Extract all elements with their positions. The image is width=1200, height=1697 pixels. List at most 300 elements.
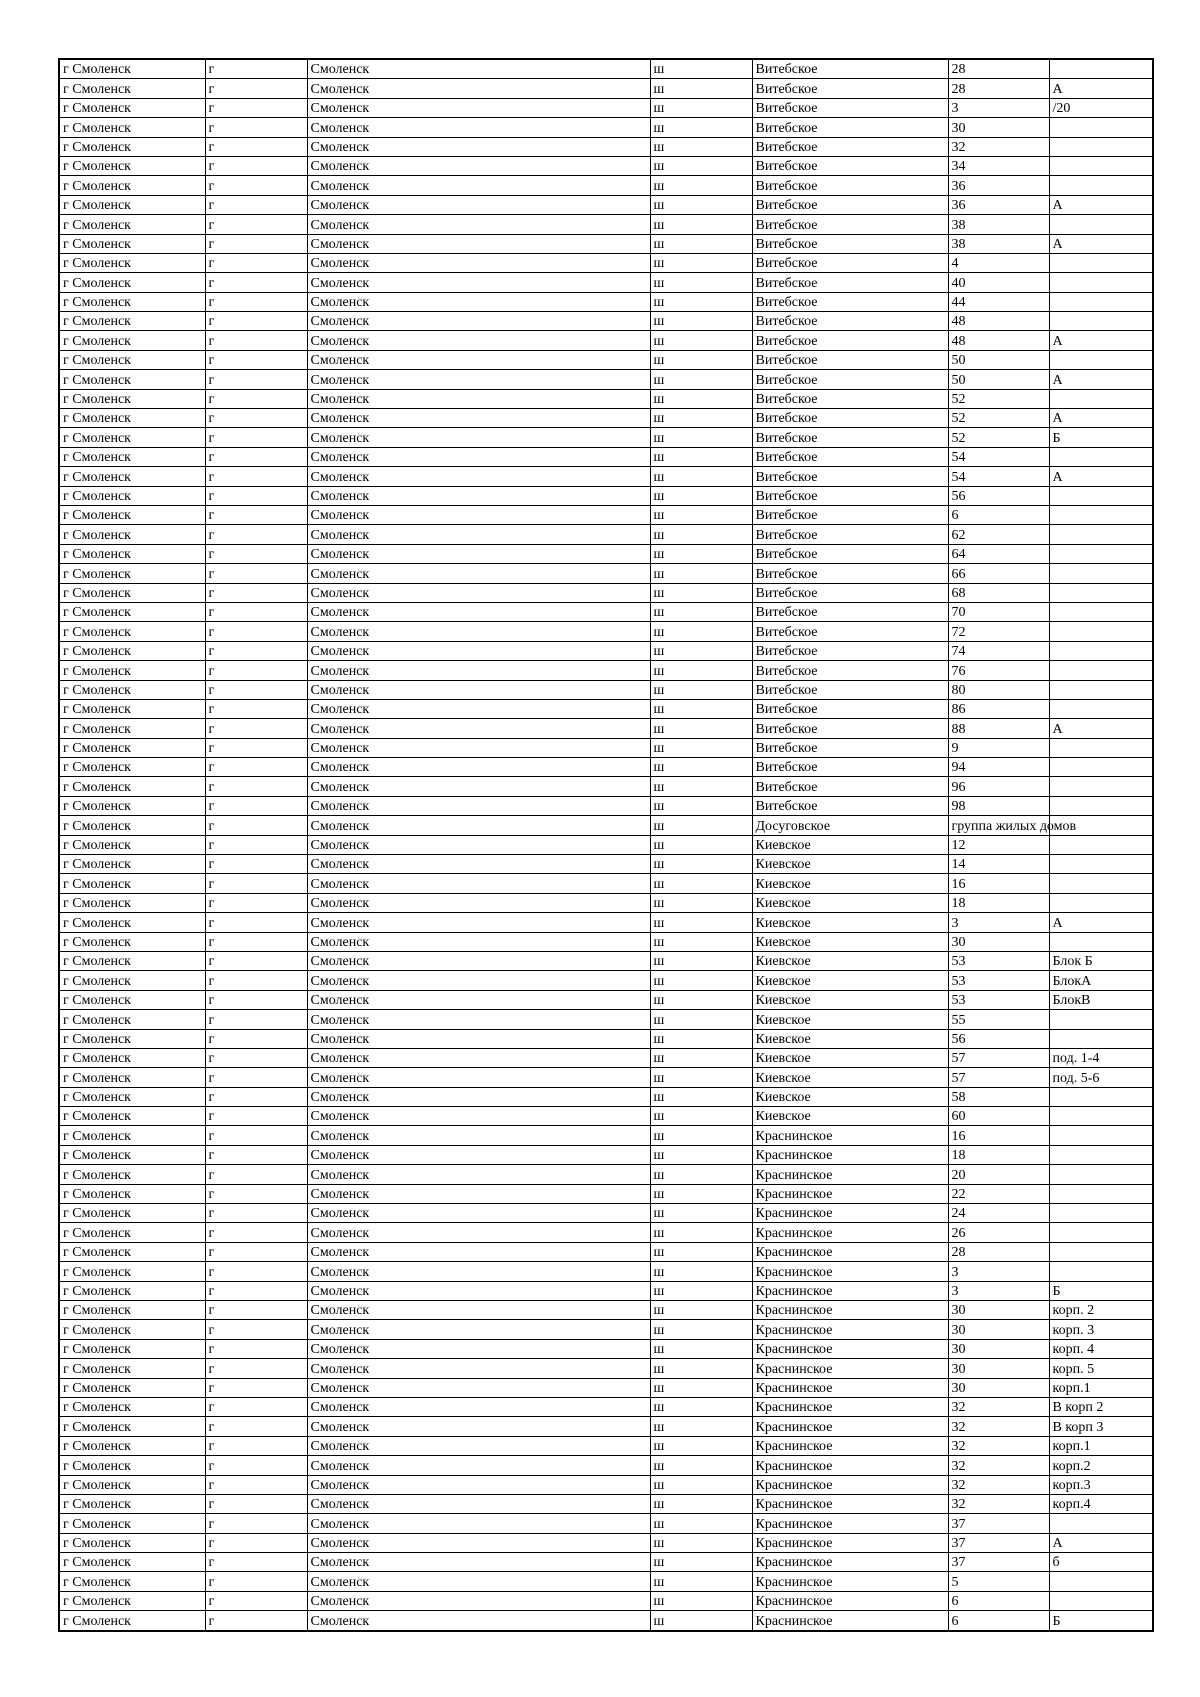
table-row	[59, 990, 1153, 1009]
building-cell: Блок Б	[1049, 951, 1153, 970]
locality-type-cell: г	[205, 1262, 307, 1281]
street-type-cell: ш	[650, 951, 752, 970]
street-type-cell: ш	[650, 1378, 752, 1397]
locality-type-cell: г	[205, 835, 307, 854]
street-cell: Витебское	[752, 137, 948, 156]
table-row	[59, 1301, 1153, 1320]
house-cell: 28	[948, 59, 1049, 79]
house-cell: 32	[948, 1397, 1049, 1416]
street-cell: Витебское	[752, 331, 948, 350]
region-cell: г Смоленск	[59, 855, 205, 874]
locality-cell: Смоленск	[307, 195, 650, 214]
region-cell: г Смоленск	[59, 1436, 205, 1455]
street-type-cell: ш	[650, 738, 752, 757]
table-row	[59, 79, 1153, 98]
locality-type-cell: г	[205, 1572, 307, 1591]
street-type-cell: ш	[650, 215, 752, 234]
street-cell: Витебское	[752, 758, 948, 777]
street-type-cell: ш	[650, 661, 752, 680]
locality-type-cell: г	[205, 777, 307, 796]
building-cell	[1049, 292, 1153, 311]
house-cell: 55	[948, 1010, 1049, 1029]
building-cell: А	[1049, 195, 1153, 214]
locality-cell: Смоленск	[307, 913, 650, 932]
street-type-cell: ш	[650, 758, 752, 777]
street-cell: Краснинское	[752, 1397, 948, 1416]
locality-cell: Смоленск	[307, 1514, 650, 1533]
street-cell: Краснинское	[752, 1223, 948, 1242]
street-cell: Краснинское	[752, 1126, 948, 1145]
locality-cell: Смоленск	[307, 1320, 650, 1339]
locality-type-cell: г	[205, 1533, 307, 1552]
locality-cell: Смоленск	[307, 1397, 650, 1416]
building-cell	[1049, 1010, 1153, 1029]
region-cell: г Смоленск	[59, 602, 205, 621]
locality-cell: Смоленск	[307, 79, 650, 98]
building-cell	[1049, 350, 1153, 369]
locality-type-cell: г	[205, 1611, 307, 1631]
street-cell: Витебское	[752, 389, 948, 408]
house-cell: 30	[948, 1339, 1049, 1358]
region-cell: г Смоленск	[59, 1281, 205, 1300]
locality-cell: Смоленск	[307, 1475, 650, 1494]
street-cell: Киевское	[752, 1107, 948, 1126]
house-cell: 54	[948, 447, 1049, 466]
table-row	[59, 1223, 1153, 1242]
table-row	[59, 1048, 1153, 1067]
house-cell: 38	[948, 215, 1049, 234]
building-cell	[1049, 1242, 1153, 1261]
region-cell: г Смоленск	[59, 1572, 205, 1591]
locality-cell: Смоленск	[307, 1262, 650, 1281]
street-cell: Витебское	[752, 680, 948, 699]
building-cell	[1049, 1591, 1153, 1610]
street-cell: Витебское	[752, 292, 948, 311]
house-cell: 30	[948, 932, 1049, 951]
street-type-cell: ш	[650, 1262, 752, 1281]
locality-cell: Смоленск	[307, 505, 650, 524]
region-cell: г Смоленск	[59, 661, 205, 680]
street-type-cell: ш	[650, 544, 752, 563]
locality-type-cell: г	[205, 1475, 307, 1494]
locality-cell: Смоленск	[307, 234, 650, 253]
street-cell: Витебское	[752, 544, 948, 563]
locality-type-cell: г	[205, 137, 307, 156]
locality-cell: Смоленск	[307, 680, 650, 699]
table-row	[59, 893, 1153, 912]
region-cell: г Смоленск	[59, 1320, 205, 1339]
locality-cell: Смоленск	[307, 176, 650, 195]
locality-cell: Смоленск	[307, 1048, 650, 1067]
region-cell: г Смоленск	[59, 59, 205, 79]
street-cell: Киевское	[752, 855, 948, 874]
building-cell	[1049, 389, 1153, 408]
locality-type-cell: г	[205, 738, 307, 757]
table-row	[59, 1514, 1153, 1533]
locality-cell: Смоленск	[307, 350, 650, 369]
locality-cell: Смоленск	[307, 273, 650, 292]
locality-cell: Смоленск	[307, 622, 650, 641]
street-cell: Краснинское	[752, 1611, 948, 1631]
locality-type-cell: г	[205, 1087, 307, 1106]
building-cell: А	[1049, 409, 1153, 428]
house-cell: 6	[948, 505, 1049, 524]
building-cell	[1049, 1029, 1153, 1048]
locality-type-cell: г	[205, 505, 307, 524]
table-row	[59, 1494, 1153, 1513]
building-cell: корп.3	[1049, 1475, 1153, 1494]
house-cell: 16	[948, 874, 1049, 893]
region-cell: г Смоленск	[59, 350, 205, 369]
locality-cell: Смоленск	[307, 118, 650, 137]
table-row	[59, 1262, 1153, 1281]
street-type-cell: ш	[650, 602, 752, 621]
locality-type-cell: г	[205, 1378, 307, 1397]
building-cell	[1049, 893, 1153, 912]
locality-cell: Смоленск	[307, 1204, 650, 1223]
house-cell: 30	[948, 1378, 1049, 1397]
locality-type-cell: г	[205, 1029, 307, 1048]
street-cell: Краснинское	[752, 1145, 948, 1164]
locality-type-cell: г	[205, 370, 307, 389]
locality-type-cell: г	[205, 1184, 307, 1203]
locality-type-cell: г	[205, 1048, 307, 1067]
street-cell: Витебское	[752, 796, 948, 815]
locality-cell: Смоленск	[307, 758, 650, 777]
house-cell: 32	[948, 137, 1049, 156]
region-cell: г Смоленск	[59, 1087, 205, 1106]
house-cell: 44	[948, 292, 1049, 311]
street-type-cell: ш	[650, 1107, 752, 1126]
region-cell: г Смоленск	[59, 777, 205, 796]
locality-cell: Смоленск	[307, 1223, 650, 1242]
street-type-cell: ш	[650, 176, 752, 195]
locality-cell: Смоленск	[307, 1145, 650, 1164]
region-cell: г Смоленск	[59, 564, 205, 583]
table-row	[59, 583, 1153, 602]
building-cell	[1049, 447, 1153, 466]
house-cell: 48	[948, 312, 1049, 331]
locality-type-cell: г	[205, 447, 307, 466]
locality-type-cell: г	[205, 350, 307, 369]
street-cell: Краснинское	[752, 1533, 948, 1552]
house-cell: 70	[948, 602, 1049, 621]
locality-type-cell: г	[205, 312, 307, 331]
locality-type-cell: г	[205, 1223, 307, 1242]
building-cell: корп. 4	[1049, 1339, 1153, 1358]
locality-cell: Смоленск	[307, 990, 650, 1009]
locality-cell: Смоленск	[307, 525, 650, 544]
house-cell: 3	[948, 913, 1049, 932]
locality-type-cell: г	[205, 990, 307, 1009]
locality-type-cell: г	[205, 331, 307, 350]
house-cell: 52	[948, 389, 1049, 408]
street-cell: Витебское	[752, 195, 948, 214]
table-row	[59, 1126, 1153, 1145]
house-cell: 5	[948, 1572, 1049, 1591]
house-cell: 22	[948, 1184, 1049, 1203]
street-cell: Киевское	[752, 932, 948, 951]
house-cell: 9	[948, 738, 1049, 757]
street-cell: Витебское	[752, 661, 948, 680]
street-type-cell: ш	[650, 1456, 752, 1475]
street-cell: Витебское	[752, 505, 948, 524]
table-row	[59, 253, 1153, 272]
street-type-cell: ш	[650, 1436, 752, 1455]
street-cell: Досуговское	[752, 816, 948, 835]
table-row	[59, 486, 1153, 505]
locality-type-cell: г	[205, 1126, 307, 1145]
street-cell: Киевское	[752, 835, 948, 854]
street-type-cell: ш	[650, 156, 752, 175]
building-cell	[1049, 544, 1153, 563]
locality-type-cell: г	[205, 1553, 307, 1572]
locality-cell: Смоленск	[307, 816, 650, 835]
building-cell: под. 1-4	[1049, 1048, 1153, 1067]
locality-cell: Смоленск	[307, 1184, 650, 1203]
locality-cell: Смоленск	[307, 1417, 650, 1436]
locality-type-cell: г	[205, 641, 307, 660]
street-type-cell: ш	[650, 777, 752, 796]
building-cell: корп.1	[1049, 1378, 1153, 1397]
locality-type-cell: г	[205, 273, 307, 292]
locality-type-cell: г	[205, 234, 307, 253]
locality-cell: Смоленск	[307, 331, 650, 350]
house-cell: 30	[948, 1301, 1049, 1320]
table-row	[59, 350, 1153, 369]
street-type-cell: ш	[650, 292, 752, 311]
locality-type-cell: г	[205, 1494, 307, 1513]
table-row	[59, 331, 1153, 350]
building-cell: Б	[1049, 428, 1153, 447]
region-cell: г Смоленск	[59, 758, 205, 777]
street-type-cell: ш	[650, 622, 752, 641]
region-cell: г Смоленск	[59, 913, 205, 932]
locality-cell: Смоленск	[307, 1456, 650, 1475]
street-cell: Витебское	[752, 602, 948, 621]
building-cell	[1049, 1514, 1153, 1533]
table-row	[59, 719, 1153, 738]
building-cell	[1049, 564, 1153, 583]
locality-cell: Смоленск	[307, 1378, 650, 1397]
street-type-cell: ш	[650, 428, 752, 447]
region-cell: г Смоленск	[59, 971, 205, 990]
table-row	[59, 273, 1153, 292]
region-cell: г Смоленск	[59, 428, 205, 447]
building-cell	[1049, 1087, 1153, 1106]
locality-cell: Смоленск	[307, 1029, 650, 1048]
locality-type-cell: г	[205, 1359, 307, 1378]
locality-cell: Смоленск	[307, 1165, 650, 1184]
locality-type-cell: г	[205, 195, 307, 214]
address-table-body	[59, 59, 1153, 1631]
locality-cell: Смоленск	[307, 486, 650, 505]
locality-type-cell: г	[205, 118, 307, 137]
street-type-cell: ш	[650, 874, 752, 893]
street-cell: Краснинское	[752, 1184, 948, 1203]
house-cell: 58	[948, 1087, 1049, 1106]
region-cell: г Смоленск	[59, 1126, 205, 1145]
building-cell: БлокВ	[1049, 990, 1153, 1009]
building-cell	[1049, 1126, 1153, 1145]
locality-cell: Смоленск	[307, 1281, 650, 1300]
street-cell: Киевское	[752, 990, 948, 1009]
building-cell	[1049, 1165, 1153, 1184]
region-cell: г Смоленск	[59, 118, 205, 137]
region-cell: г Смоленск	[59, 1553, 205, 1572]
building-cell	[1049, 118, 1153, 137]
street-cell: Киевское	[752, 1087, 948, 1106]
region-cell: г Смоленск	[59, 1417, 205, 1436]
region-cell: г Смоленск	[59, 98, 205, 117]
table-row	[59, 544, 1153, 563]
street-type-cell: ш	[650, 680, 752, 699]
building-cell	[1049, 1107, 1153, 1126]
street-type-cell: ш	[650, 1145, 752, 1164]
building-cell: БлокА	[1049, 971, 1153, 990]
locality-type-cell: г	[205, 292, 307, 311]
locality-type-cell: г	[205, 622, 307, 641]
region-cell: г Смоленск	[59, 1262, 205, 1281]
house-cell: 30	[948, 1359, 1049, 1378]
street-cell: Киевское	[752, 913, 948, 932]
region-cell: г Смоленск	[59, 699, 205, 718]
locality-type-cell: г	[205, 564, 307, 583]
street-type-cell: ш	[650, 1126, 752, 1145]
building-cell	[1049, 486, 1153, 505]
region-cell: г Смоленск	[59, 544, 205, 563]
building-cell	[1049, 661, 1153, 680]
locality-type-cell: г	[205, 1397, 307, 1416]
street-type-cell: ш	[650, 331, 752, 350]
house-cell: 28	[948, 1242, 1049, 1261]
house-cell: 53	[948, 971, 1049, 990]
street-cell: Витебское	[752, 409, 948, 428]
house-cell: 53	[948, 990, 1049, 1009]
building-cell: В корп 3	[1049, 1417, 1153, 1436]
house-cell: 32	[948, 1417, 1049, 1436]
building-cell: корп. 2	[1049, 1301, 1153, 1320]
street-type-cell: ш	[650, 1397, 752, 1416]
house-cell: 32	[948, 1456, 1049, 1475]
street-cell: Краснинское	[752, 1320, 948, 1339]
locality-type-cell: г	[205, 816, 307, 835]
street-cell: Краснинское	[752, 1262, 948, 1281]
street-cell: Витебское	[752, 370, 948, 389]
street-cell: Витебское	[752, 719, 948, 738]
table-row	[59, 409, 1153, 428]
locality-type-cell: г	[205, 176, 307, 195]
house-cell: 38	[948, 234, 1049, 253]
locality-type-cell: г	[205, 1242, 307, 1261]
locality-cell: Смоленск	[307, 370, 650, 389]
locality-type-cell: г	[205, 583, 307, 602]
house-cell: 66	[948, 564, 1049, 583]
street-type-cell: ш	[650, 1475, 752, 1494]
street-cell: Краснинское	[752, 1301, 948, 1320]
locality-cell: Смоленск	[307, 156, 650, 175]
building-cell	[1049, 699, 1153, 718]
building-cell	[1049, 137, 1153, 156]
region-cell: г Смоленск	[59, 1068, 205, 1087]
building-cell: корп. 5	[1049, 1359, 1153, 1378]
street-type-cell: ш	[650, 1048, 752, 1067]
region-cell: г Смоленск	[59, 622, 205, 641]
house-cell: 32	[948, 1494, 1049, 1513]
region-cell: г Смоленск	[59, 525, 205, 544]
building-cell: А	[1049, 79, 1153, 98]
locality-cell: Смоленск	[307, 1359, 650, 1378]
house-cell: 37	[948, 1514, 1049, 1533]
building-cell	[1049, 505, 1153, 524]
street-type-cell: ш	[650, 1281, 752, 1300]
street-cell: Витебское	[752, 777, 948, 796]
region-cell: г Смоленск	[59, 1301, 205, 1320]
table-row	[59, 1204, 1153, 1223]
building-cell	[1049, 273, 1153, 292]
building-cell: под. 5-6	[1049, 1068, 1153, 1087]
region-cell: г Смоленск	[59, 1107, 205, 1126]
house-cell: 57	[948, 1068, 1049, 1087]
street-type-cell: ш	[650, 816, 752, 835]
street-cell: Витебское	[752, 59, 948, 79]
locality-cell: Смоленск	[307, 1572, 650, 1591]
house-cell: 88	[948, 719, 1049, 738]
street-cell: Краснинское	[752, 1165, 948, 1184]
region-cell: г Смоленск	[59, 467, 205, 486]
locality-cell: Смоленск	[307, 467, 650, 486]
table-row	[59, 98, 1153, 117]
region-cell: г Смоленск	[59, 1339, 205, 1358]
street-type-cell: ш	[650, 1553, 752, 1572]
region-cell: г Смоленск	[59, 370, 205, 389]
region-cell: г Смоленск	[59, 1010, 205, 1029]
street-cell: Киевское	[752, 951, 948, 970]
table-row	[59, 641, 1153, 660]
house-cell: 57	[948, 1048, 1049, 1067]
street-cell: Киевское	[752, 893, 948, 912]
street-type-cell: ш	[650, 79, 752, 98]
street-type-cell: ш	[650, 893, 752, 912]
table-row	[59, 1281, 1153, 1300]
locality-type-cell: г	[205, 1320, 307, 1339]
building-cell: корп.2	[1049, 1456, 1153, 1475]
street-type-cell: ш	[650, 1029, 752, 1048]
street-cell: Киевское	[752, 1048, 948, 1067]
locality-cell: Смоленск	[307, 137, 650, 156]
table-row	[59, 699, 1153, 718]
street-type-cell: ш	[650, 1359, 752, 1378]
house-cell: 54	[948, 467, 1049, 486]
house-cell: 37	[948, 1553, 1049, 1572]
street-cell: Витебское	[752, 215, 948, 234]
street-cell: Витебское	[752, 350, 948, 369]
street-type-cell: ш	[650, 1494, 752, 1513]
locality-type-cell: г	[205, 1107, 307, 1126]
street-cell: Краснинское	[752, 1281, 948, 1300]
street-cell: Краснинское	[752, 1572, 948, 1591]
region-cell: г Смоленск	[59, 234, 205, 253]
street-type-cell: ш	[650, 312, 752, 331]
street-type-cell: ш	[650, 1184, 752, 1203]
table-row	[59, 874, 1153, 893]
region-cell: г Смоленск	[59, 253, 205, 272]
street-type-cell: ш	[650, 273, 752, 292]
region-cell: г Смоленск	[59, 486, 205, 505]
building-cell	[1049, 1145, 1153, 1164]
street-cell: Краснинское	[752, 1378, 948, 1397]
street-cell: Витебское	[752, 486, 948, 505]
